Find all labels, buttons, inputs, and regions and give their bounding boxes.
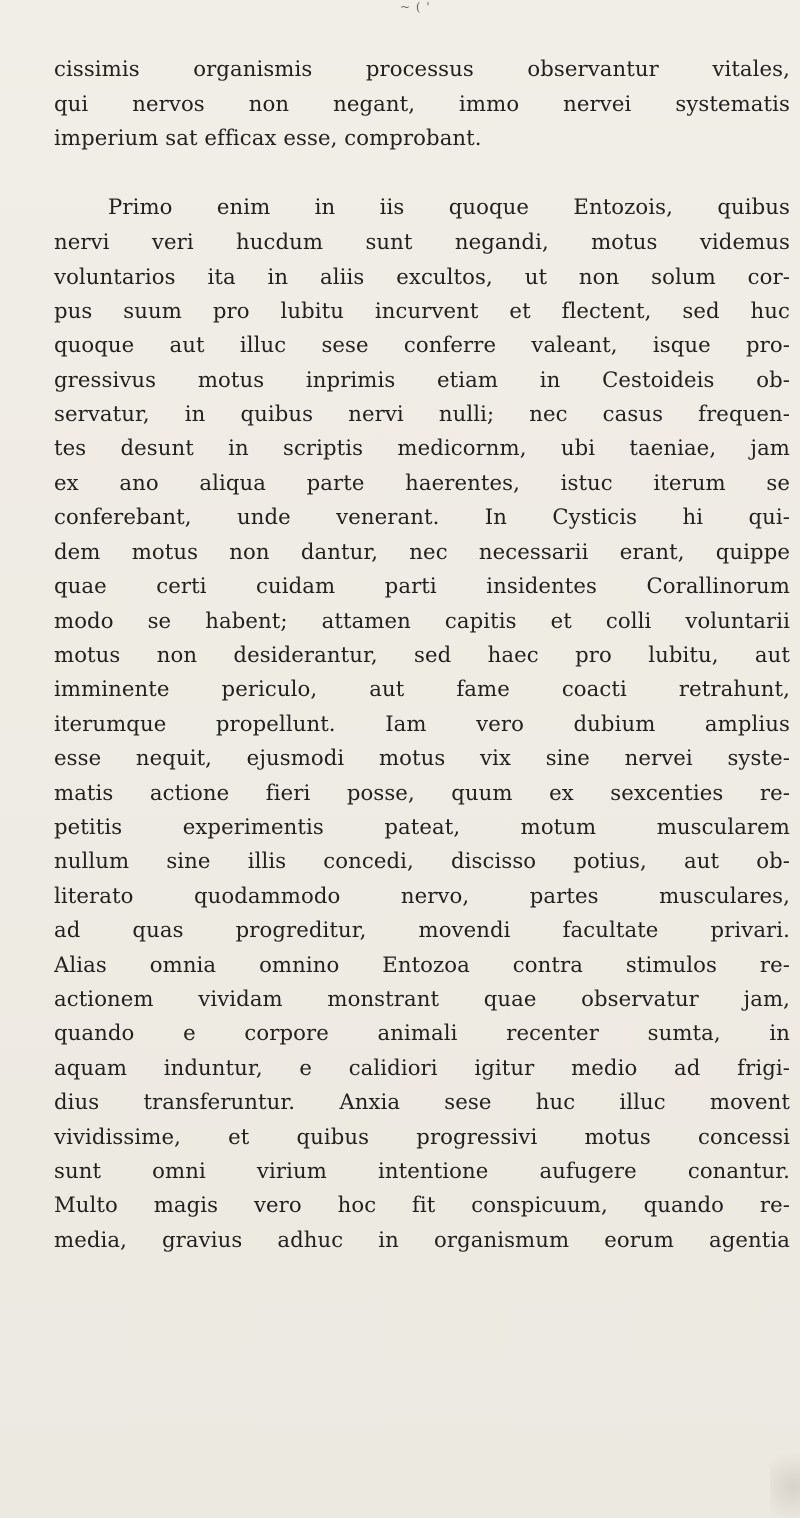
text-line: dem motus non dantur, nec necessarii erant, quippe	[54, 539, 790, 564]
text-line: conferebant, unde venerant. In Cysticis hi qui-	[54, 504, 790, 529]
text-line: cissimis organismis processus observantur vitales,	[54, 56, 790, 81]
text-line: petitis experimentis pateat, motum muscularem	[54, 814, 790, 839]
text-line: ex ano aliqua parte haerentes, istuc iterum se	[54, 470, 790, 495]
text-line: aquam induntur, e calidiori igitur medio ad frigi-	[54, 1055, 790, 1080]
paper-stain	[770, 1440, 800, 1518]
text-line: Multo magis vero hoc fit conspicuum, quando re-	[54, 1192, 790, 1217]
text-line: nullum sine illis concedi, discisso potius, aut ob-	[54, 848, 790, 873]
text-line: matis actione fieri posse, quum ex sexcenties re-	[54, 780, 790, 805]
text-line: quae certi cuidam parti insidentes Corallinorum	[54, 573, 790, 598]
text-line: modo se habent; attamen capitis et colli voluntarii	[54, 608, 790, 633]
text-line: servatur, in quibus nervi nulli; nec casus frequen-	[54, 401, 790, 426]
text-line: literato quodammodo nervo, partes musculares,	[54, 883, 790, 908]
text-line: sunt omni virium intentione aufugere conantur.	[54, 1158, 790, 1183]
text-line: imperium sat efficax esse, comprobant.	[54, 125, 482, 150]
text-line: motus non desiderantur, sed haec pro lubitu, aut	[54, 642, 790, 667]
text-line: quando e corpore animali recenter sumta, in	[54, 1020, 790, 1045]
text-line: voluntarios ita in aliis excultos, ut non solum cor-	[54, 264, 790, 289]
text-line: ad quas progreditur, movendi facultate privari.	[54, 917, 790, 942]
text-line: gressivus motus inprimis etiam in Cestoideis ob-	[54, 367, 790, 392]
text-line: qui nervos non negant, immo nervei systematis	[54, 91, 790, 116]
text-line: actionem vividam monstrant quae observatur jam,	[54, 986, 790, 1011]
text-line: esse nequit, ejusmodi motus vix sine nervei syste-	[54, 745, 790, 770]
text-line: nervi veri hucdum sunt negandi, motus videmus	[54, 229, 790, 254]
text-line: dius transferuntur. Anxia sese huc illuc movent	[54, 1089, 790, 1114]
text-line: pus suum pro lubitu incurvent et flectent, sed huc	[54, 298, 790, 323]
text-line: quoque aut illuc sese conferre valeant, isque pro-	[54, 332, 790, 357]
page-header-mark: ~ ( '	[400, 0, 431, 14]
text-line: Alias omnia omnino Entozoa contra stimulos re-	[54, 952, 790, 977]
text-line: tes desunt in scriptis medicornm, ubi taeniae, jam	[54, 435, 790, 460]
text-line: Primo enim in iis quoque Entozois, quibus	[108, 194, 790, 219]
text-line: iterumque propellunt. Iam vero dubium amplius	[54, 711, 790, 736]
text-line: vividissime, et quibus progressivi motus concessi	[54, 1124, 790, 1149]
text-line: imminente periculo, aut fame coacti retrahunt,	[54, 676, 790, 701]
text-line: media, gravius adhuc in organismum eorum agentia	[54, 1227, 790, 1252]
